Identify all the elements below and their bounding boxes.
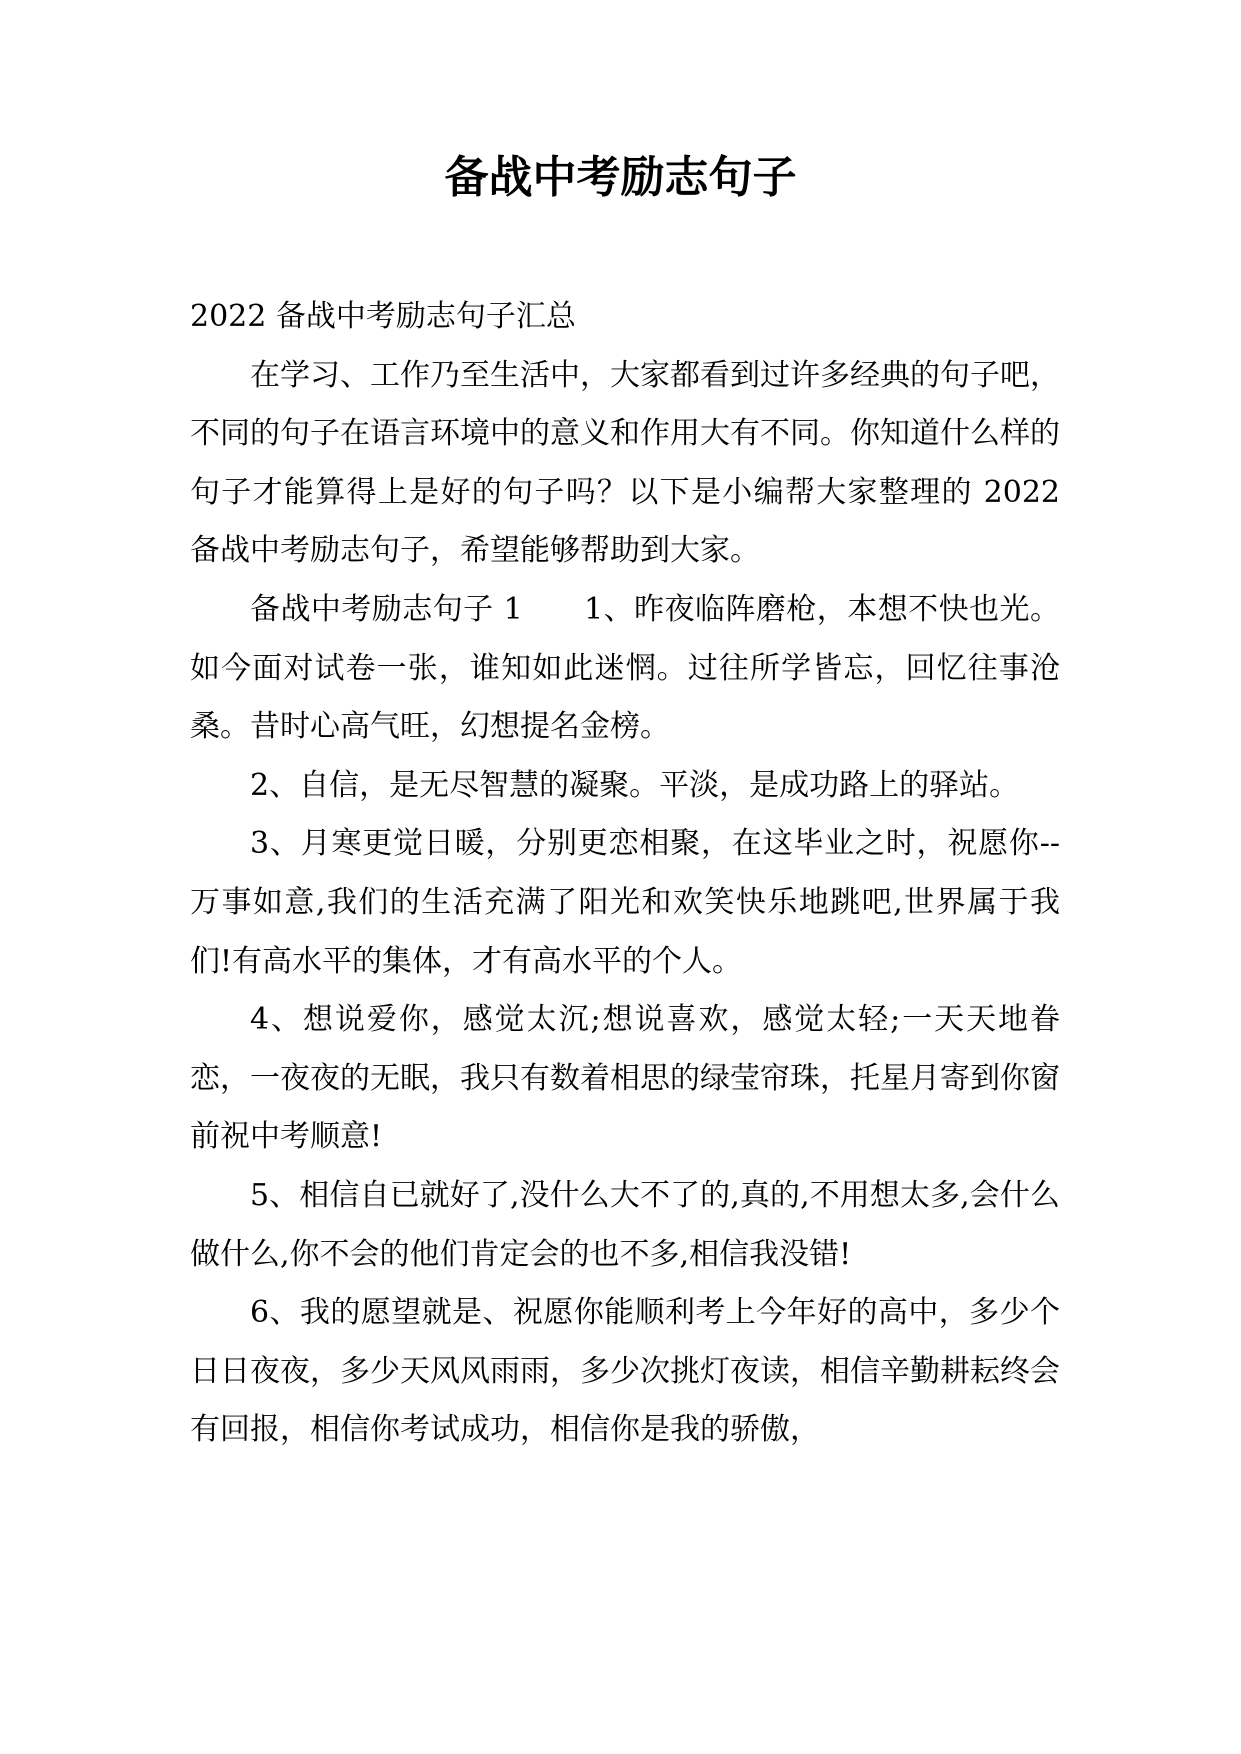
- paragraph-item-6: 6、我的愿望就是、祝愿你能顺利考上今年好的高中，多少个日日夜夜，多少天风风雨雨，多少次挑灯夜读，相信辛勤耕耘终会有回报，相信你考试成功，相信你是我的骄傲，: [190, 1295, 1060, 1448]
- paragraph-intro: 在学习、工作乃至生活中，大家都看到过许多经典的句子吧，不同的句子在语言环境中的意义和作用大有不同。你知道什么样的句子才能算得上是好的句子吗？以下是小编帮大家整理的 2022 备战中考励志句子，希望能够帮助到大家。: [190, 357, 1060, 569]
- paragraph-item-2: 2、自信，是无尽智慧的凝聚。平淡，是成功路上的驿站。: [250, 767, 1020, 803]
- paragraph-item-1: 备战中考励志句子 1 1、昨夜临阵磨枪，本想不快也光。如今面对试卷一张，谁知如此迷惘。过往所学皆忘，回忆往事沧桑。昔时心高气旺，幻想提名金榜。: [190, 591, 1060, 745]
- document-body: [190, 288, 1060, 1460]
- paragraph-item-5: 5、相信自已就好了,没什么大不了的,真的,不用想太多,会什么做什么,你不会的他们肯定会的也不多,相信我没错!: [190, 1177, 1060, 1272]
- paragraph-item-4: 4、想说爱你，感觉太沉;想说喜欢，感觉太轻;一天天地眷恋，一夜夜的无眠，我只有数着相思的绿莹帘珠，托星月寄到你窗前祝中考顺意!: [190, 1002, 1060, 1155]
- paragraph-subtitle: 2022 备战中考励志句子汇总: [190, 299, 576, 334]
- document-title: 备战中考励志句子: [444, 152, 797, 203]
- paragraph-item-3: 3、月寒更觉日暖，分别更恋相聚，在这毕业之时，祝愿你--万事如意,我们的生活充满了阳光和欢笑快乐地跳吧,世界属于我们!有高水平的集体，才有高水平的个人。: [190, 826, 1060, 979]
